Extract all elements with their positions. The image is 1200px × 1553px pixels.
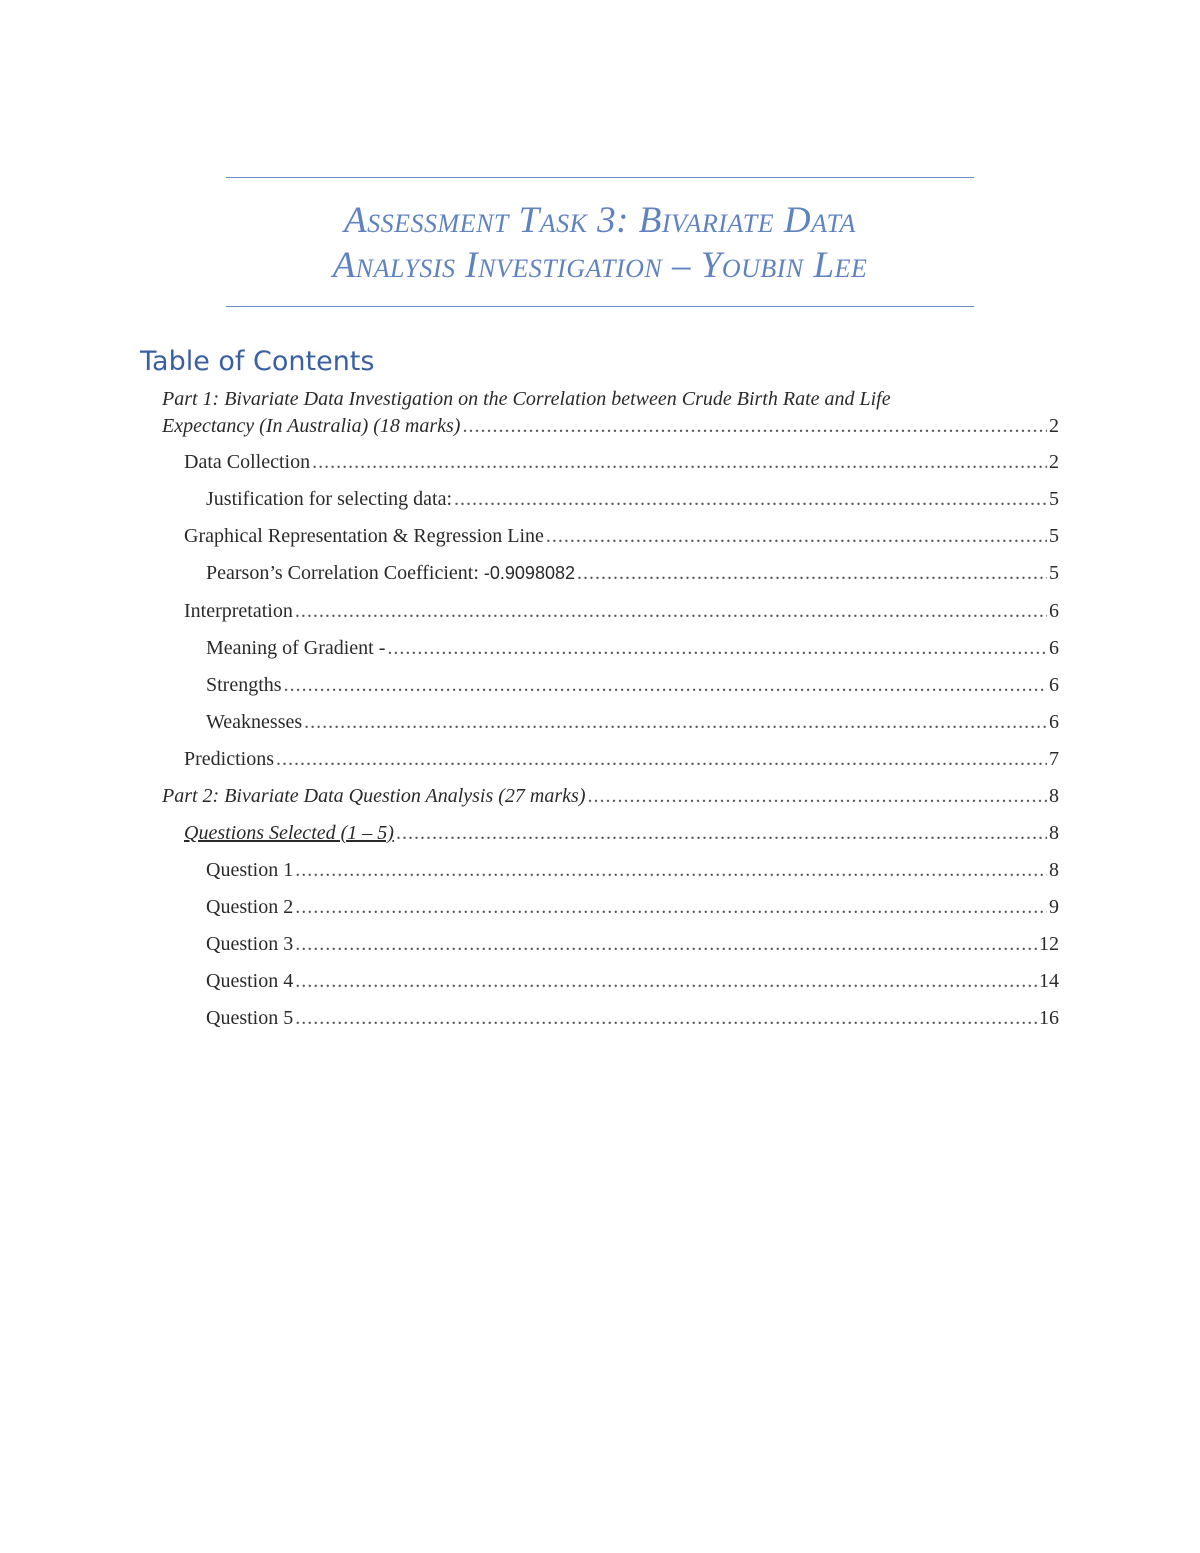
- toc-leader-dots: [462, 413, 1047, 440]
- toc-entry-question-2[interactable]: [206, 894, 1059, 921]
- title-bottom-rule: [226, 306, 974, 307]
- toc-entry-data-collection[interactable]: [184, 449, 1059, 476]
- toc-entry-label: Strengths: [206, 674, 282, 696]
- toc-page-number: 9: [1049, 896, 1059, 918]
- toc-leader-dots: [295, 598, 1047, 625]
- toc-page-number: 8: [1049, 859, 1059, 881]
- toc-entry-label: [206, 560, 575, 587]
- toc-leader-dots: [396, 820, 1047, 847]
- toc-entry-gradient[interactable]: [206, 635, 1059, 662]
- toc-entry-weaknesses[interactable]: [206, 709, 1059, 736]
- toc-entry-label: Data Collection: [184, 451, 311, 473]
- toc-entry-label: Graphical Representation & Regression Line: [184, 525, 544, 547]
- toc-heading: Table of Contents: [140, 346, 375, 377]
- toc-page-number: 8: [1049, 822, 1059, 844]
- toc-leader-dots: [577, 560, 1047, 587]
- toc-entry-pearson[interactable]: [206, 560, 1059, 587]
- toc-entry-question-4[interactable]: [206, 968, 1059, 995]
- toc-page-number: 2: [1049, 415, 1059, 437]
- toc-entry-graphical-representation[interactable]: [184, 523, 1059, 550]
- toc-entry-label: Predictions: [184, 748, 274, 770]
- toc-leader-dots: [295, 894, 1047, 921]
- toc-entry-part1[interactable]: [162, 386, 1059, 440]
- toc-entry-label: Question 1: [206, 859, 294, 881]
- toc-page-number: 16: [1039, 1007, 1059, 1029]
- toc-page-number: 6: [1049, 637, 1059, 659]
- toc-page-number: 14: [1039, 970, 1059, 992]
- toc-entry-label: Question 5: [206, 1007, 294, 1029]
- toc-page-number: 6: [1049, 674, 1059, 696]
- document-title: [226, 198, 974, 288]
- toc-entry-predictions[interactable]: [184, 746, 1059, 773]
- toc-entry-question-5[interactable]: [206, 1005, 1059, 1032]
- toc-page-number: 5: [1049, 562, 1059, 584]
- toc-page-number: 5: [1049, 488, 1059, 510]
- toc-entry-label: Question 2: [206, 896, 294, 918]
- toc-entry-interpretation[interactable]: [184, 598, 1059, 625]
- toc-entry-label: Meaning of Gradient -: [206, 637, 386, 659]
- toc-page-number: 6: [1049, 711, 1059, 733]
- toc-leader-dots: [312, 449, 1047, 476]
- toc-leader-dots: [295, 931, 1037, 958]
- toc-entry-part1-line1: Part 1: Bivariate Data Investigation on the Correlation between Crude Birth Rate and Life: [162, 388, 891, 410]
- title-line-2: Analysis Investigation – Youbin Lee: [332, 245, 868, 286]
- toc-entry-label: Weaknesses: [206, 711, 303, 733]
- toc-page-number: 5: [1049, 525, 1059, 547]
- toc-entry-label: Question 4: [206, 970, 294, 992]
- toc-page-number: 12: [1039, 933, 1059, 955]
- toc-page-number: 6: [1049, 600, 1059, 622]
- toc-entry-part2[interactable]: [162, 783, 1059, 810]
- toc-entry-questions-selected[interactable]: [184, 820, 1059, 847]
- toc-entry-question-3[interactable]: [206, 931, 1059, 958]
- pearson-label: Pearson’s Correlation Coefficient:: [206, 562, 484, 584]
- toc-leader-dots: [587, 783, 1047, 810]
- toc-page-number: 8: [1049, 785, 1059, 807]
- toc-leader-dots: [295, 857, 1047, 884]
- toc-entry-strengths[interactable]: [206, 672, 1059, 699]
- toc-entry-label: Part 2: Bivariate Data Question Analysis (27 marks): [162, 785, 586, 807]
- title-line-1: Assessment Task 3: Bivariate Data: [344, 200, 856, 241]
- toc-leader-dots: [304, 709, 1047, 736]
- toc-leader-dots: [387, 635, 1047, 662]
- toc-leader-dots: [295, 1005, 1037, 1032]
- toc-leader-dots: [546, 523, 1047, 550]
- toc-entry-question-1[interactable]: [206, 857, 1059, 884]
- pearson-value: -0.9098082: [483, 563, 575, 583]
- toc-entry-label: Questions Selected (1 – 5): [184, 822, 394, 844]
- title-top-rule: [226, 177, 974, 178]
- toc-entry-label: Interpretation: [184, 600, 293, 622]
- toc-leader-dots: [454, 486, 1047, 513]
- toc-page-number: 2: [1049, 451, 1059, 473]
- toc-entry-part1-line2: Expectancy (In Australia) (18 marks): [162, 415, 461, 437]
- toc-leader-dots: [284, 672, 1047, 699]
- toc-page-number: 7: [1049, 748, 1059, 770]
- toc-entry-justification[interactable]: [206, 486, 1059, 513]
- toc-entry-label: Question 3: [206, 933, 294, 955]
- toc-leader-dots: [295, 968, 1037, 995]
- toc-entry-label: Justification for selecting data:: [206, 488, 453, 510]
- toc-leader-dots: [276, 746, 1047, 773]
